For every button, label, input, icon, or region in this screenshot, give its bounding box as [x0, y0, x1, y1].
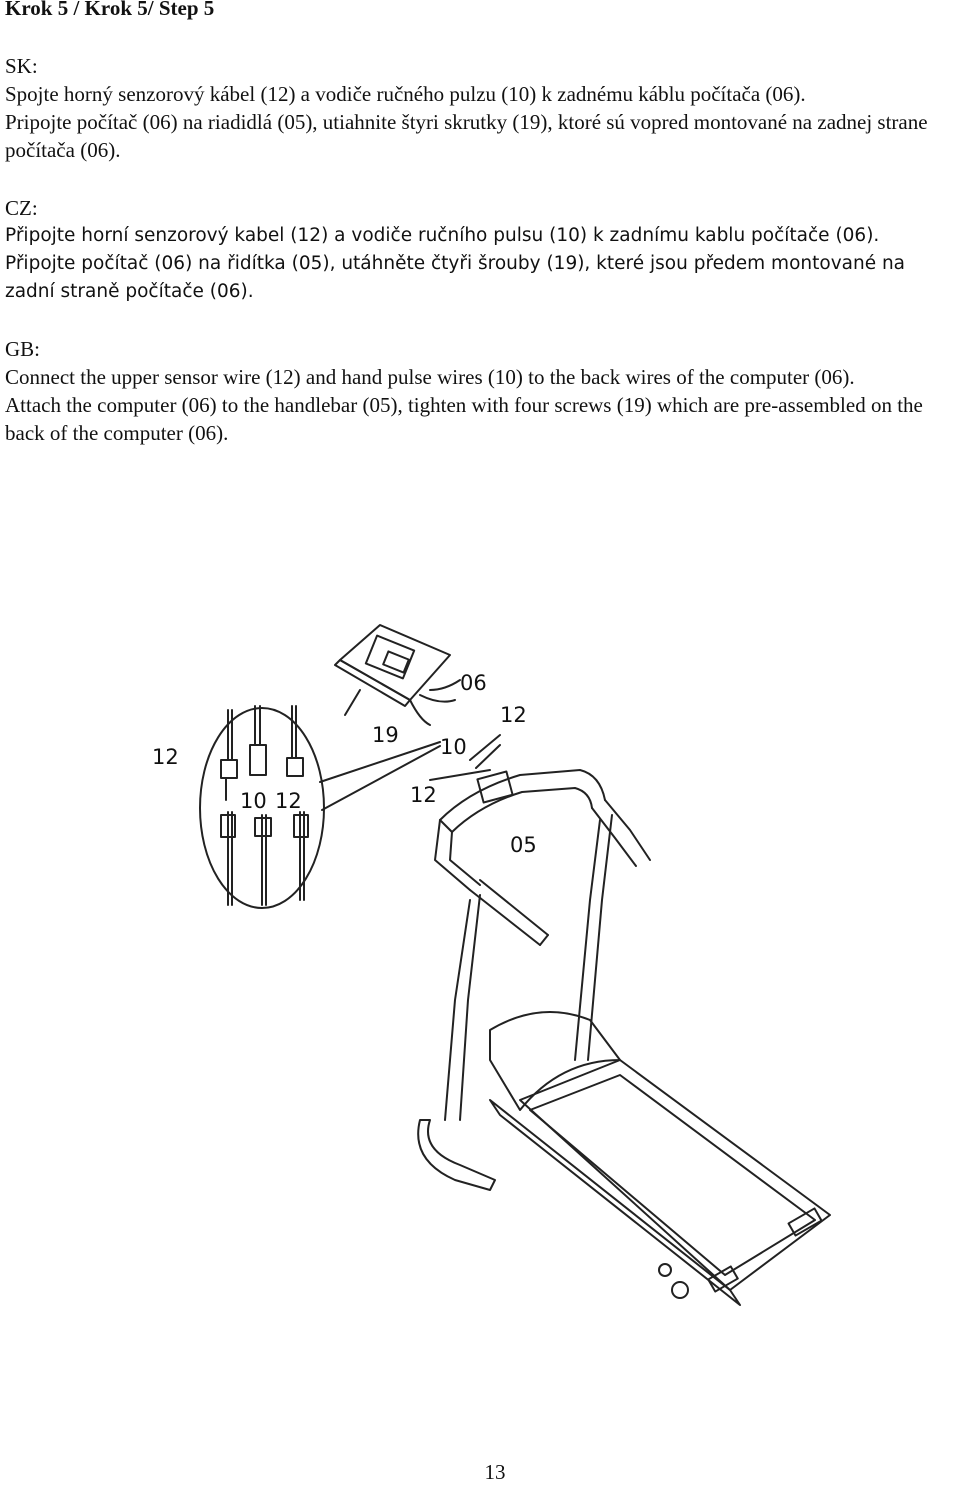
base-frame	[418, 1120, 495, 1190]
instruction-line: Pripojte počítač (06) na riadidlá (05), utiahnite štyri skrutky (19), ktoré sú vopred montované na zadnej strane počítača (06).	[5, 110, 928, 162]
instruction-line: Attach the computer (06) to the handlebar (05), tighten with four screws (19) which are pre-assembled on the back of the computer (06).	[5, 393, 923, 445]
lang-label-sk: SK:	[5, 54, 38, 78]
label-pulse-wires: 10	[440, 735, 467, 759]
label-inset-left: 12	[152, 745, 179, 769]
label-screws: 19	[372, 723, 399, 747]
label-sensor-wire-left: 12	[410, 783, 437, 807]
lang-label-gb: GB:	[5, 337, 41, 361]
treadmill-drawing	[0, 480, 960, 1440]
section-gb	[5, 335, 957, 447]
label-sensor-wire-top: 12	[500, 703, 527, 727]
label-computer: 06	[460, 671, 487, 695]
step-heading: Krok 5 / Krok 5/ Step 5	[5, 0, 215, 20]
instruction-line: Připojte počítač (06) na řidítka (05), utáhněte čtyři šrouby (19), které jsou předem montované na zadní straně počítače (06).	[5, 253, 906, 302]
lang-label-cz: CZ:	[5, 196, 38, 220]
instruction-line: Connect the upper sensor wire (12) and hand pulse wires (10) to the back wires of the computer (06).	[5, 365, 855, 389]
instruction-line: Připojte horní senzorový kabel (12) a vodiče ručního pulsu (10) k zadnímu kablu počítače (06).	[5, 225, 880, 246]
page-number: 13	[484, 1460, 506, 1484]
computer-console	[335, 625, 460, 725]
pointer-line	[320, 742, 440, 782]
label-handlebar: 05	[510, 833, 537, 857]
motor-hood	[490, 1012, 620, 1110]
label-inset-10: 10	[240, 789, 267, 813]
instruction-line: Spojte horný senzorový kábel (12) a vodiče ručného pulzu (10) k zadnému káblu počítača (06).	[5, 82, 806, 106]
running-deck	[490, 1060, 830, 1305]
section-cz	[5, 194, 957, 306]
section-sk	[5, 52, 957, 164]
assembly-illustration	[0, 480, 960, 1440]
label-inset-12: 12	[275, 789, 302, 813]
